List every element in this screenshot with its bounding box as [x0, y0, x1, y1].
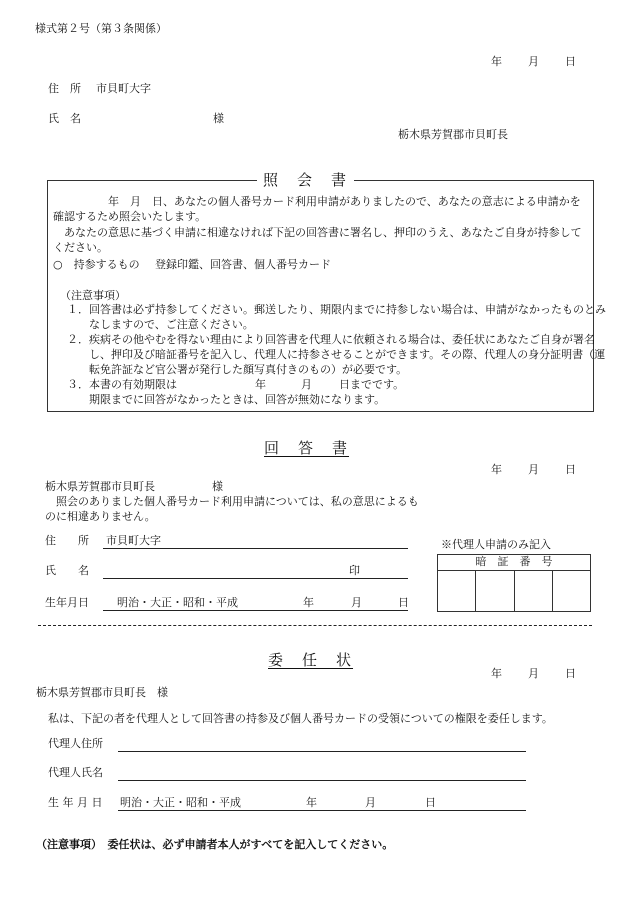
issuer: 栃木県芳賀郡市貝町長 [398, 128, 508, 141]
pin-digit-1[interactable] [438, 571, 476, 612]
note-2: ２．疾病その他やむを得ない理由により回答書を代理人に依頼される場合は、委任状にあなたご自身が署名し、押印及び暗証番号を記入し、代理人に持参させることができます。その際、代理人の身分証明書（運転免許証など官公署が発行した顔写真付きのもの）が必要です。 [67, 333, 606, 376]
proxy-dob-month: 月 [365, 796, 376, 809]
note-3b: 期限までに回答がなかったときは、回答が無効になります。 [89, 393, 386, 406]
answer-dob-day: 日 [398, 596, 409, 609]
answer-title: 回 答 書 [264, 439, 350, 457]
honorific: 様 [213, 112, 224, 125]
answer-body: 照会のありました個人番号カード利用申請については、私の意思によるものに相違ありません。 [45, 495, 419, 523]
address-value: 市貝町大字 [96, 82, 151, 95]
name-label: 氏 名 [48, 112, 81, 125]
answer-honorific: 様 [212, 480, 223, 493]
note-1: １．回答書は必ず持参してください。郵送したり、期限内までに持参しない場合は、申請がなかったものとみなしますので、ご注意ください。 [67, 303, 606, 331]
footer-note: （注意事項） 委任状は、必ず申請者本人がすべてを記入してください。 [36, 838, 394, 851]
proxy-eras: 明治・大正・昭和・平成 [120, 796, 241, 809]
bring-label: ○ 持参するもの [53, 258, 140, 271]
answer-dob-month: 月 [351, 596, 362, 609]
note-3-month: 月 [301, 378, 312, 391]
pin-table [437, 554, 591, 612]
answer-address-value: 市貝町大字 [106, 534, 161, 547]
notes-heading: （注意事項） [60, 289, 126, 302]
delegation-month-label: 月 [528, 667, 539, 680]
inquiry-paragraph-1: 年 月 日、あなたの個人番号カード利用申請がありましたので、あなたの意志による申請かを確認するため照会いたします。 [53, 195, 581, 223]
proxy-dob-label: 生 年 月 日 [48, 796, 103, 809]
delegation-year-label: 年 [491, 667, 502, 680]
form-number: 様式第２号（第３条関係） [35, 22, 167, 35]
note-3-day: 日までです。 [339, 378, 405, 391]
address-label: 住 所 [48, 82, 81, 95]
answer-dob-year: 年 [303, 596, 314, 609]
answer-name-label: 氏 名 [45, 564, 89, 577]
note-3-year: 年 [255, 378, 266, 391]
inquiry-paragraph-2: あなたの意思に基づく申請に相違なければ下記の回答書に署名し、押印のうえ、あなたご自身が持参してください。 [53, 226, 582, 254]
note-3a: ３．本書の有効期限は [67, 378, 177, 391]
answer-dob-line[interactable] [103, 610, 408, 611]
answer-name-line[interactable] [103, 578, 408, 579]
delegation-body: 私は、下記の者を代理人として回答書の持参及び個人番号カードの受領についての権限を委任します。 [48, 712, 553, 725]
date-year-label: 年 [491, 55, 502, 68]
bring-items: 登録印鑑、回答書、個人番号カード [155, 258, 331, 271]
date-day-label: 日 [565, 55, 576, 68]
seal-mark: 印 [349, 564, 360, 577]
proxy-address-label: 代理人住所 [48, 737, 103, 750]
pin-digit-2[interactable] [476, 571, 514, 612]
answer-year-label: 年 [491, 463, 502, 476]
pin-digit-3[interactable] [514, 571, 552, 612]
answer-day-label: 日 [565, 463, 576, 476]
answer-addressee: 栃木県芳賀郡市貝町長 [45, 480, 155, 493]
answer-month-label: 月 [528, 463, 539, 476]
proxy-dob-day: 日 [425, 796, 436, 809]
answer-dob-label: 生年月日 [45, 596, 89, 609]
cut-line [38, 625, 592, 626]
pin-digit-4[interactable] [552, 571, 590, 612]
answer-address-line[interactable] [103, 548, 408, 549]
delegation-day-label: 日 [565, 667, 576, 680]
answer-eras: 明治・大正・昭和・平成 [117, 596, 238, 609]
delegation-title: 委 任 状 [268, 651, 354, 669]
answer-address-label: 住 所 [45, 534, 89, 547]
proxy-name-label: 代理人氏名 [48, 766, 103, 779]
pin-header: 暗 証 番 号 [438, 555, 591, 571]
proxy-dob-line[interactable] [118, 810, 526, 811]
date-month-label: 月 [528, 55, 539, 68]
proxy-dob-year: 年 [306, 796, 317, 809]
inquiry-title: 照 会 書 [257, 170, 354, 190]
proxy-address-line[interactable] [118, 751, 526, 752]
proxy-note: ※代理人申請のみ記入 [441, 538, 551, 551]
delegation-addressee: 栃木県芳賀郡市貝町長 様 [36, 686, 168, 699]
proxy-name-line[interactable] [118, 780, 526, 781]
